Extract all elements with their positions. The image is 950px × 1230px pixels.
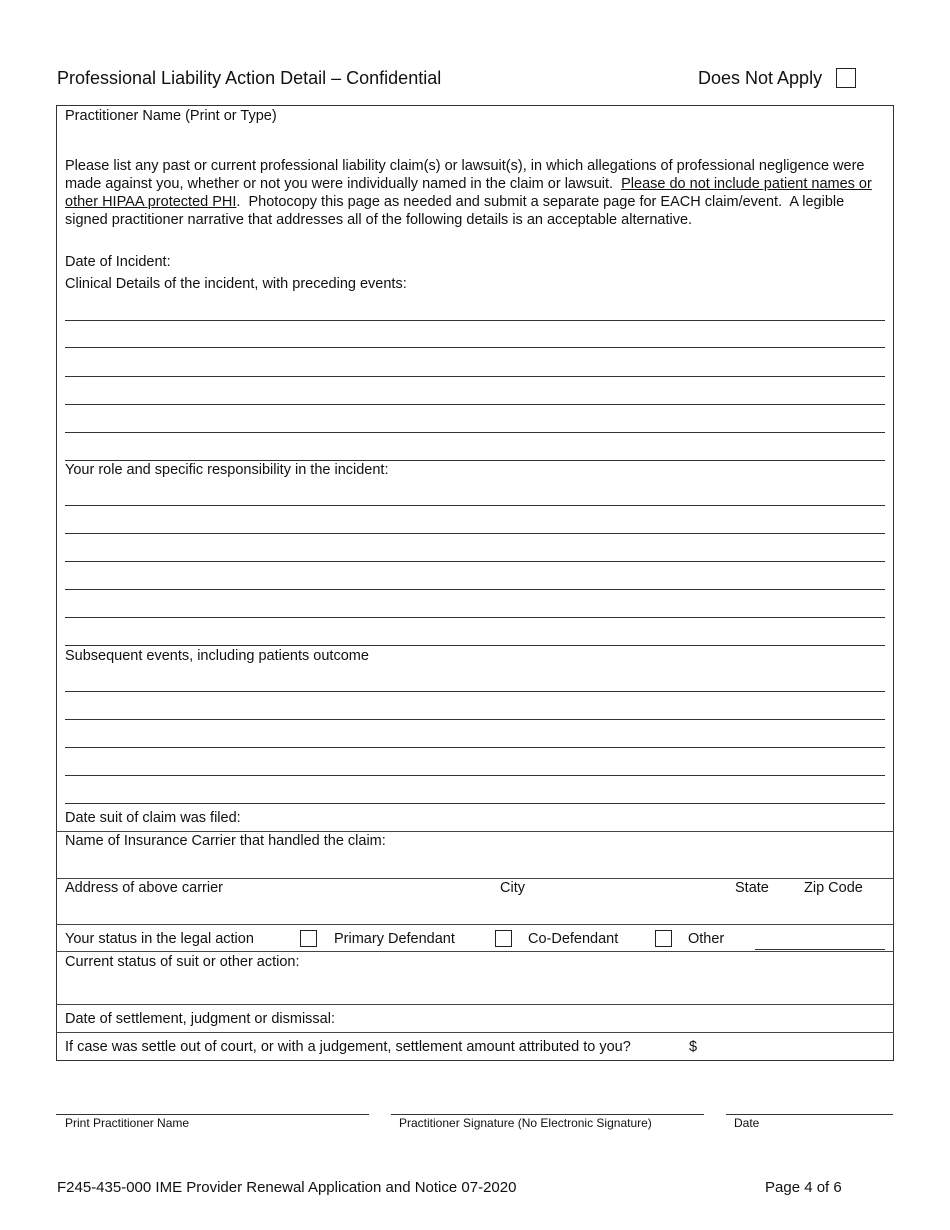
clinical-details-line[interactable]	[65, 404, 885, 405]
page-number: Page 4 of 6	[765, 1179, 842, 1196]
subsequent-events-line[interactable]	[65, 775, 885, 776]
legal-status-label: Your status in the legal action	[65, 931, 254, 947]
row-divider	[56, 1004, 894, 1005]
city-input[interactable]	[500, 899, 720, 919]
other-checkbox[interactable]	[655, 930, 672, 947]
currency-symbol: $	[689, 1039, 698, 1055]
signature-date-caption: Date	[734, 1116, 760, 1130]
role-line[interactable]	[65, 561, 885, 562]
address-label: Address of above carrier	[65, 880, 223, 896]
settlement-amount-label: If case was settle out of court, or with a judgement, settlement amount attributed to you?	[65, 1039, 631, 1055]
primary-defendant-checkbox[interactable]	[300, 930, 317, 947]
row-divider	[56, 951, 894, 952]
settlement-amount-input[interactable]	[702, 1037, 882, 1055]
role-line[interactable]	[65, 533, 885, 534]
co-defendant-checkbox[interactable]	[495, 930, 512, 947]
row-divider	[56, 1032, 894, 1033]
role-label: Your role and specific responsibility in the incident:	[65, 462, 389, 478]
print-name-line[interactable]	[56, 1114, 369, 1115]
address-input[interactable]	[65, 899, 485, 919]
role-line[interactable]	[65, 505, 885, 506]
clinical-details-line[interactable]	[65, 432, 885, 433]
does-not-apply-checkbox[interactable]	[836, 68, 856, 88]
row-divider	[56, 924, 894, 925]
page-title: Professional Liability Action Detail – Confidential	[57, 68, 442, 88]
current-status-input[interactable]	[65, 976, 885, 996]
other-specify-line[interactable]	[755, 949, 885, 950]
form-identifier: F245-435-000 IME Provider Renewal Application and Notice 07-2020	[57, 1179, 517, 1196]
signature-caption: Practitioner Signature (No Electronic Signature)	[399, 1116, 652, 1130]
instructions-text-1: Please list any past or current professional liability claim(s) or lawsuit(s), in which allegations of professional negligence were made against you, whether or not you were individually named in the claim or lawsuit.	[65, 158, 865, 192]
print-name-caption: Print Practitioner Name	[65, 1116, 190, 1130]
signature-line[interactable]	[391, 1114, 704, 1115]
does-not-apply-label: Does Not Apply	[698, 68, 823, 88]
state-input[interactable]	[735, 899, 795, 919]
zip-code-input[interactable]	[804, 899, 884, 919]
subsequent-events-line[interactable]	[65, 691, 885, 692]
date-of-incident-input[interactable]	[185, 252, 485, 270]
insurance-carrier-input[interactable]	[65, 853, 885, 873]
date-suit-filed-label: Date suit of claim was filed:	[65, 810, 241, 826]
role-line[interactable]	[65, 589, 885, 590]
date-suit-filed-input[interactable]	[260, 808, 560, 826]
instructions-text-2: . Photocopy this page as needed and submit a separate page for EACH claim/event. A legible signed practitioner narrative that addresses all of the following details is an acceptable alternative.	[65, 194, 845, 228]
state-label: State	[735, 880, 769, 896]
instructions-hipaa-notice: Please do not include patient names or other HIPAA protected PHI	[65, 176, 872, 210]
other-label: Other	[688, 931, 725, 947]
role-line[interactable]	[65, 617, 885, 618]
city-label: City	[500, 880, 525, 896]
insurance-carrier-label: Name of Insurance Carrier that handled the claim:	[65, 833, 386, 849]
co-defendant-label: Co-Defendant	[528, 931, 619, 947]
signature-date-line[interactable]	[726, 1114, 893, 1115]
clinical-details-line[interactable]	[65, 347, 885, 348]
subsequent-events-label: Subsequent events, including patients outcome	[65, 648, 369, 664]
settlement-date-label: Date of settlement, judgment or dismissal:	[65, 1011, 335, 1027]
zip-code-label: Zip Code	[804, 880, 863, 896]
role-line[interactable]	[65, 645, 885, 646]
current-status-label: Current status of suit or other action:	[65, 954, 300, 970]
subsequent-events-line[interactable]	[65, 719, 885, 720]
primary-defendant-label: Primary Defendant	[334, 931, 455, 947]
settlement-date-input[interactable]	[360, 1009, 660, 1027]
instructions-paragraph	[65, 157, 887, 229]
subsequent-events-line[interactable]	[65, 747, 885, 748]
subsequent-events-line[interactable]	[65, 803, 885, 804]
clinical-details-line[interactable]	[65, 376, 885, 377]
clinical-details-label: Clinical Details of the incident, with preceding events:	[65, 276, 407, 292]
date-of-incident-label: Date of Incident:	[65, 254, 171, 270]
clinical-details-line[interactable]	[65, 320, 885, 321]
practitioner-name-input[interactable]	[65, 128, 885, 148]
practitioner-name-label: Practitioner Name (Print or Type)	[65, 108, 277, 124]
